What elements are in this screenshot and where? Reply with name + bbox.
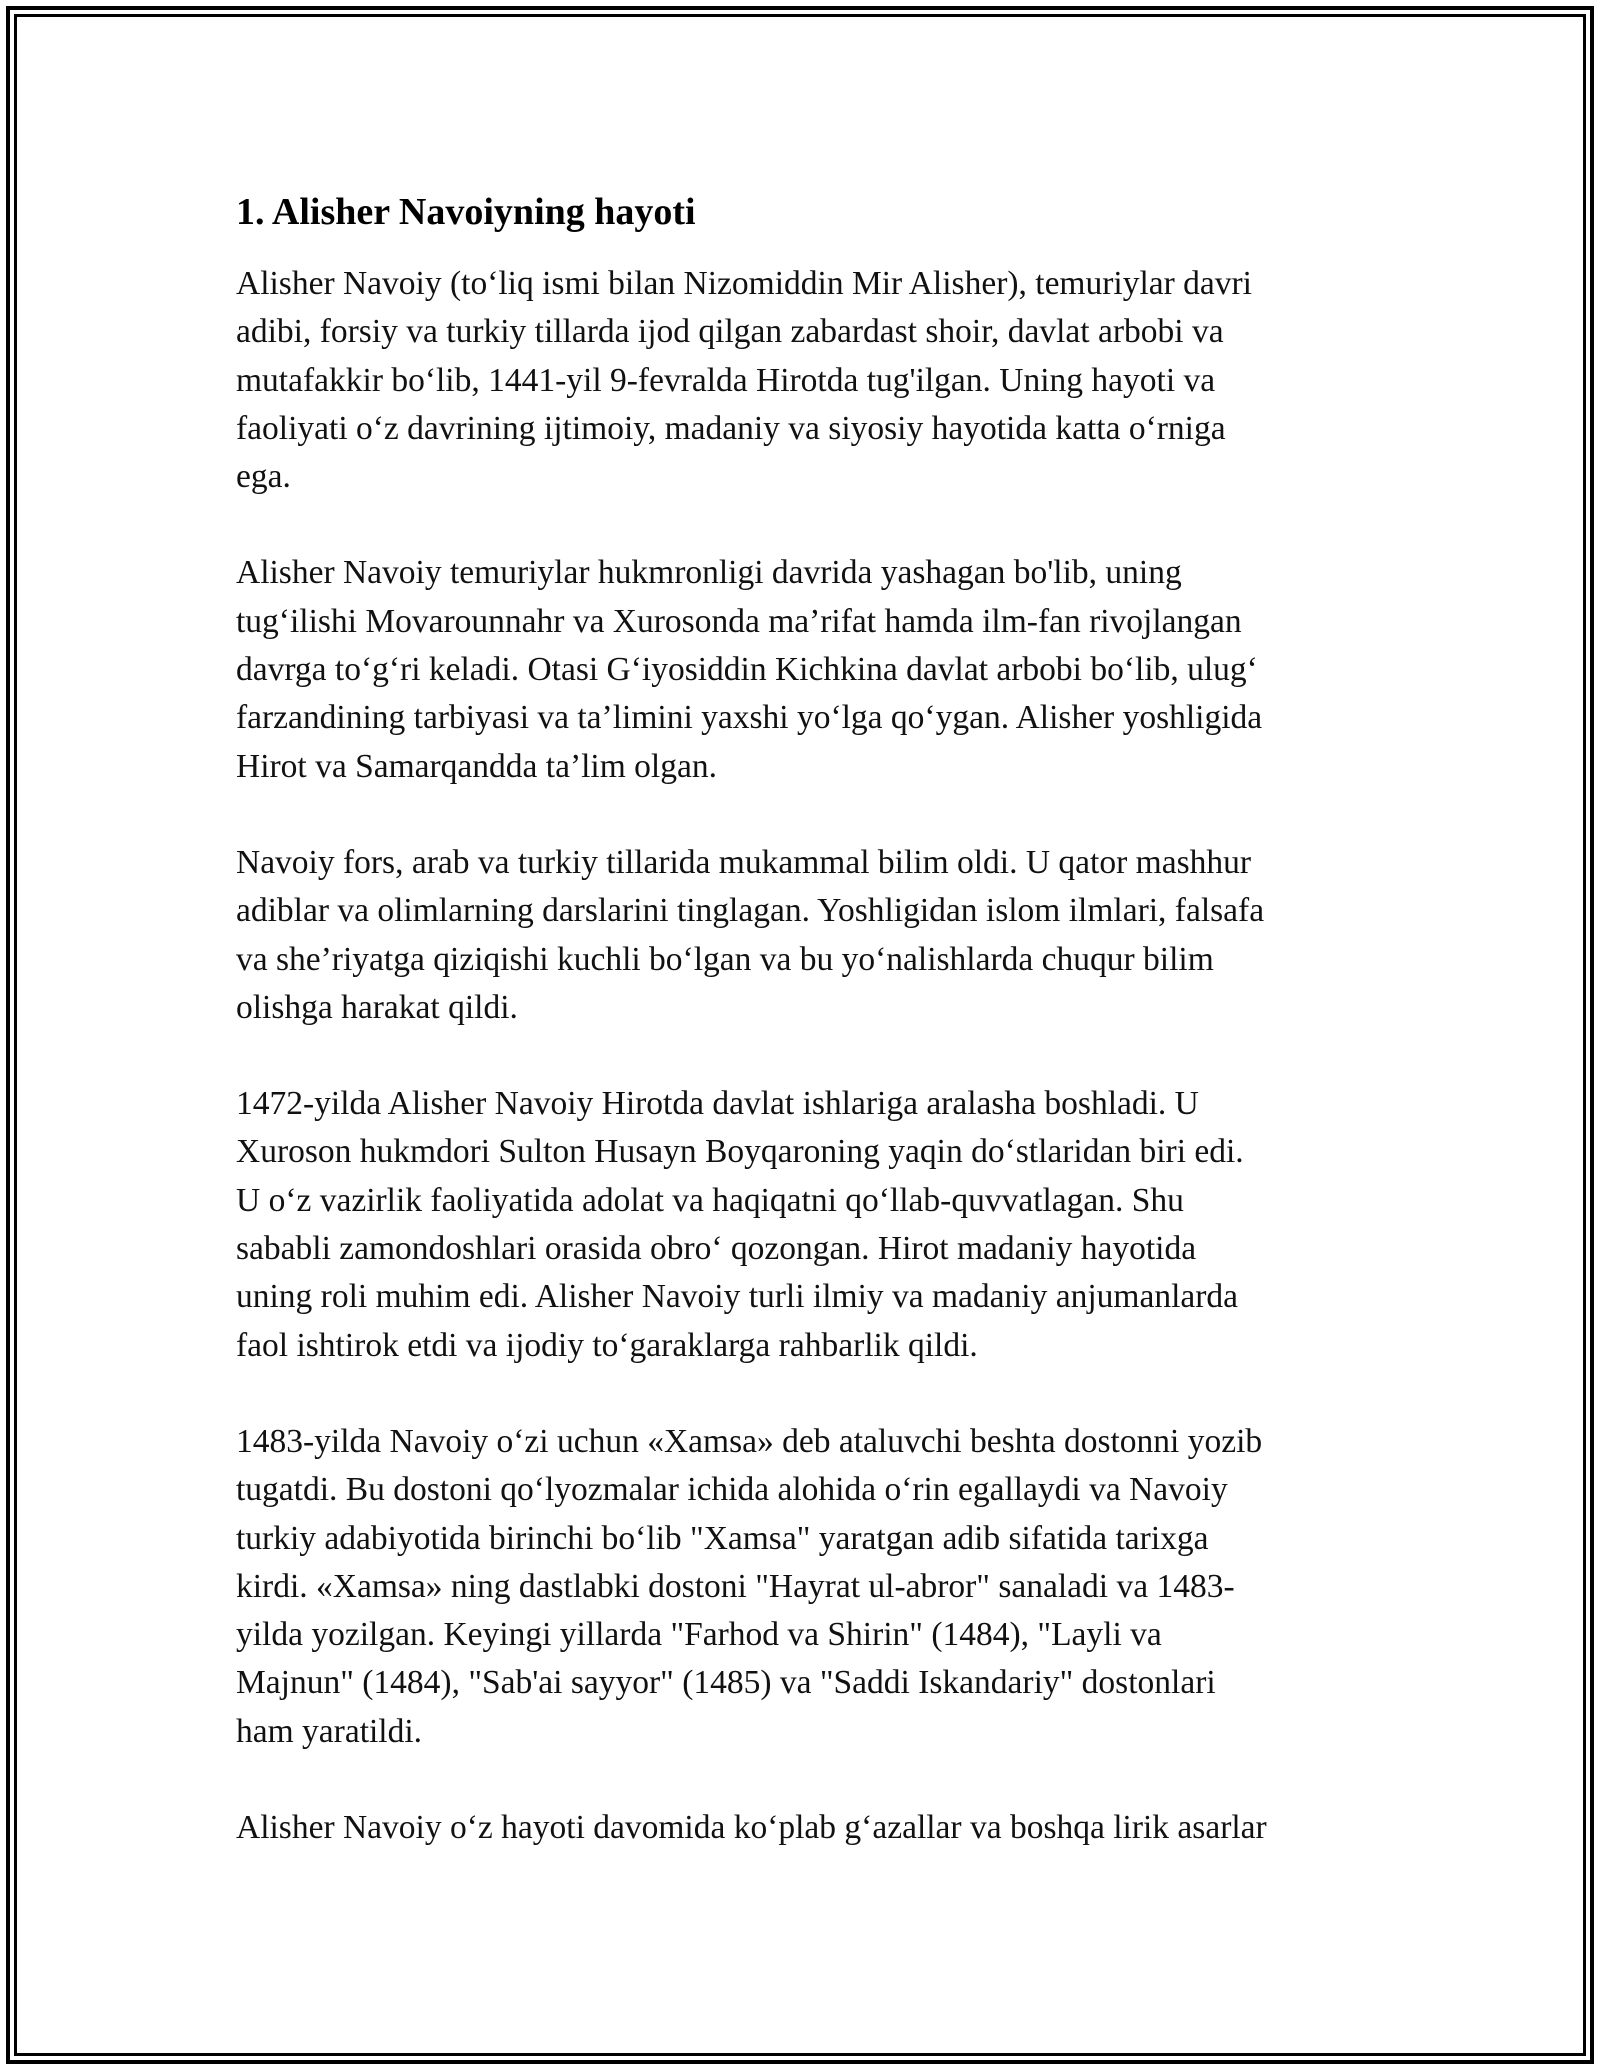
paragraph-2: Alisher Navoiy temuriylar hukmronligi davrida yashagan bo'lib, uning tug‘ilishi Movarounnahr va Xurosonda ma’rifat hamda ilm-fan rivojlangan davrga to‘g‘ri keladi. Otasi G‘iyosiddin Kichkina davlat arbobi bo‘lib, ulug‘ farzandining tarbiyasi va ta’limini yaxshi yo‘lga qo‘ygan. Alisher yoshligida Hirot va Samarqandda ta’lim olgan. — [236, 554, 1263, 785]
document-body — [236, 180, 1386, 1900]
paragraph-3: Navoiy fors, arab va turkiy tillarida mukammal bilim oldi. U qator mashhur adiblar va olimlarning darslarini tinglagan. Yoshligidan islom ilmlari, falsafa va she’riyatga qiziqishi kuchli bo‘lgan va bu yo‘nalishlarda chuqur bilim olishga harakat qildi. — [236, 843, 1265, 1026]
paragraph-4: 1472-yilda Alisher Navoiy Hirotda davlat ishlariga aralasha boshladi. U Xuroson hukmdori Sulton Husayn Boyqaroning yaqin do‘stlaridan biri edi. U o‘z vazirlik faoliyatida adolat va haqiqatni qo‘llab-quvvatlagan. Shu sababli zamondoshlari orasida obro‘ qozongan. Hirot madaniy hayotida uning roli muhim edi. Alisher Navoiy turli ilmiy va madaniy anjumanlarda faol ishtirok etdi va ijodiy to‘garaklarga rahbarlik qildi. — [236, 1085, 1244, 1364]
paragraph-6: Alisher Navoiy o‘z hayoti davomida ko‘plab g‘azallar va boshqa lirik asarlar — [236, 1809, 1267, 1847]
paragraph-5: 1483-yilda Navoiy o‘zi uchun «Xamsa» deb ataluvchi beshta dostonni yozib tugatdi. Bu dostoni qo‘lyozmalar ichida alohida o‘rin egallaydi va Navoiy turkiy adabiyotida birinchi bo‘lib "Xamsa" yaratgan adib sifatida tarixga kirdi. «Xamsa» ning dastlabki dostoni "Hayrat ul-abror" sanaladi va 1483- yilda yozilgan. Keyingi yillarda "Farhod va Shirin" (1484), "Layli va Majnun" (1484), "Sab'ai sayyor" (1485) va "Saddi Iskandariy" dostonlari ham yaratildi. — [236, 1422, 1263, 1750]
section-heading: 1. Alisher Navoiyning hayoti — [236, 191, 696, 233]
paragraph-1: Alisher Navoiy (to‘liq ismi bilan Nizomiddin Mir Alisher), temuriylar davri adibi, forsiy va turkiy tillarda ijod qilgan zabardast shoir, davlat arbobi va mutafakkir bo‘lib, 1441-yil 9-fevralda Hirotda tug'ilgan. Uning hayoti va faoliyati o‘z davrining ijtimoiy, madaniy va siyosiy hayotida katta o‘rniga ega. — [236, 265, 1252, 496]
